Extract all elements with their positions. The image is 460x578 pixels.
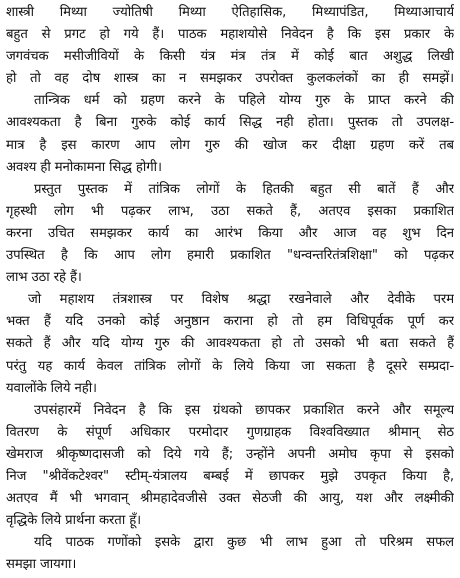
text-line: खेमराज श्रीकृष्णदासजी को दिये गये हैं; उन्होंने अपनी अमोघ कृपा से इसको [6,446,454,462]
paragraph [6,2,454,90]
text-line: अवश्य ही मनोकामना सिद्ध होगी। [6,159,162,175]
paragraph [6,179,454,289]
text-line: उपस्थित है कि आप लोग हमारी प्रकाशित "धन्वन्तरितंत्रशिक्षा" को पढ़कर [6,248,454,264]
text-line: भक्त हैं यदि उनको कोई अनुष्ठान कराना हो तो हम विधिपूर्वक पूर्ण कर [6,314,454,330]
document-body [6,2,454,576]
text-line: प्रस्तुत पुस्तक में तांत्रिक लोगों के हितकी बहुत सी बातें हैं और [34,181,454,197]
text-line: समझा जायगा। [6,557,77,573]
text-line: बहुत से प्रगट हो गये हैं। पाठक महाशयोसे निवेदन है कि इस प्रकार के [6,27,454,43]
text-line: निज "श्रीवेंकटेश्वर" स्टीम्-यंत्रालय बम्बई में छापकर मुझे उपकृत किया है, [6,468,454,484]
text-line: जगवंचक मसीजीवियों के किसी यंत्र मंत्र तंत्र में कोई बात अशुद्ध लिखी [6,49,454,65]
text-line: उपसंहारमें निवेदन है कि इस ग्रंथको छापकर प्रकाशित करने और समूल्य [34,402,454,418]
paragraph [6,532,454,576]
text-line: लाभ उठा रहे हैं। [6,270,82,286]
text-line: अतएव मैं भी भगवान् श्रीमहादेवजीसे उक्त सेठजी की आयु, यश और लक्ष्मीकी [6,491,454,507]
paragraph [6,400,454,533]
text-line: हो तो वह दोष शास्त्र का न समझकर उपरोक्त कुलकलंकों का ही समझें। [6,71,454,87]
text-line: जो महाशय तंत्रशास्त्र पर विशेष श्रद्धा रखनेवाले और देवीके परम [28,292,454,308]
text-line: वितरण के संपूर्ण अधिकार परमोदार गुणग्राहक विश्वविख्यात श्रीमान् सेठ [6,424,454,440]
text-line: करना उचित समझकर कार्य का आरंभ किया और आज वह शुभ दिन [6,225,454,241]
text-line: तान्त्रिक धर्म को ग्रहण करने के पहिले योग्य गुरु के प्राप्त करने की [34,93,454,109]
paragraph [6,289,454,399]
text-line: गृहस्थी लोग भी पढ़कर लाभ, उठा सकते हैं, अतएव इसका प्रकाशित [6,203,454,219]
text-line: मात्र है इस कारण आप लोग गुरु की खोज कर दीक्षा ग्रहण करें तब [6,137,454,153]
text-line: सकते हैं और यदि योग्य गुरु की आवश्यकता हो तो उसको भी बता सकते हैं [6,336,454,352]
text-line: वृद्धिके लिये प्रार्थना करता हूँ। [6,513,142,529]
text-line: आवश्यकता है बिना गुरुके कोई कार्य सिद्ध नही होता। पुस्तक तो उपलक्ष- [6,115,454,131]
text-line: यदि पाठक गणोंको इसके द्वारा कुछ भी लाभ हुआ तो परिश्रम सफल [34,535,454,551]
text-line: शास्त्री मिथ्या ज्योतिषी मिथ्या ऐतिहासिक, मिथ्यापंडित, मिथ्याआचार्य [6,5,454,20]
text-line: परंतु यह कार्य केवल तांत्रिक लोगों के लिये किया जा सकता है दूसरे सम्प्रदा- [6,358,454,374]
text-line: यवालोंके लिये नही। [6,380,97,396]
paragraph [6,90,454,178]
